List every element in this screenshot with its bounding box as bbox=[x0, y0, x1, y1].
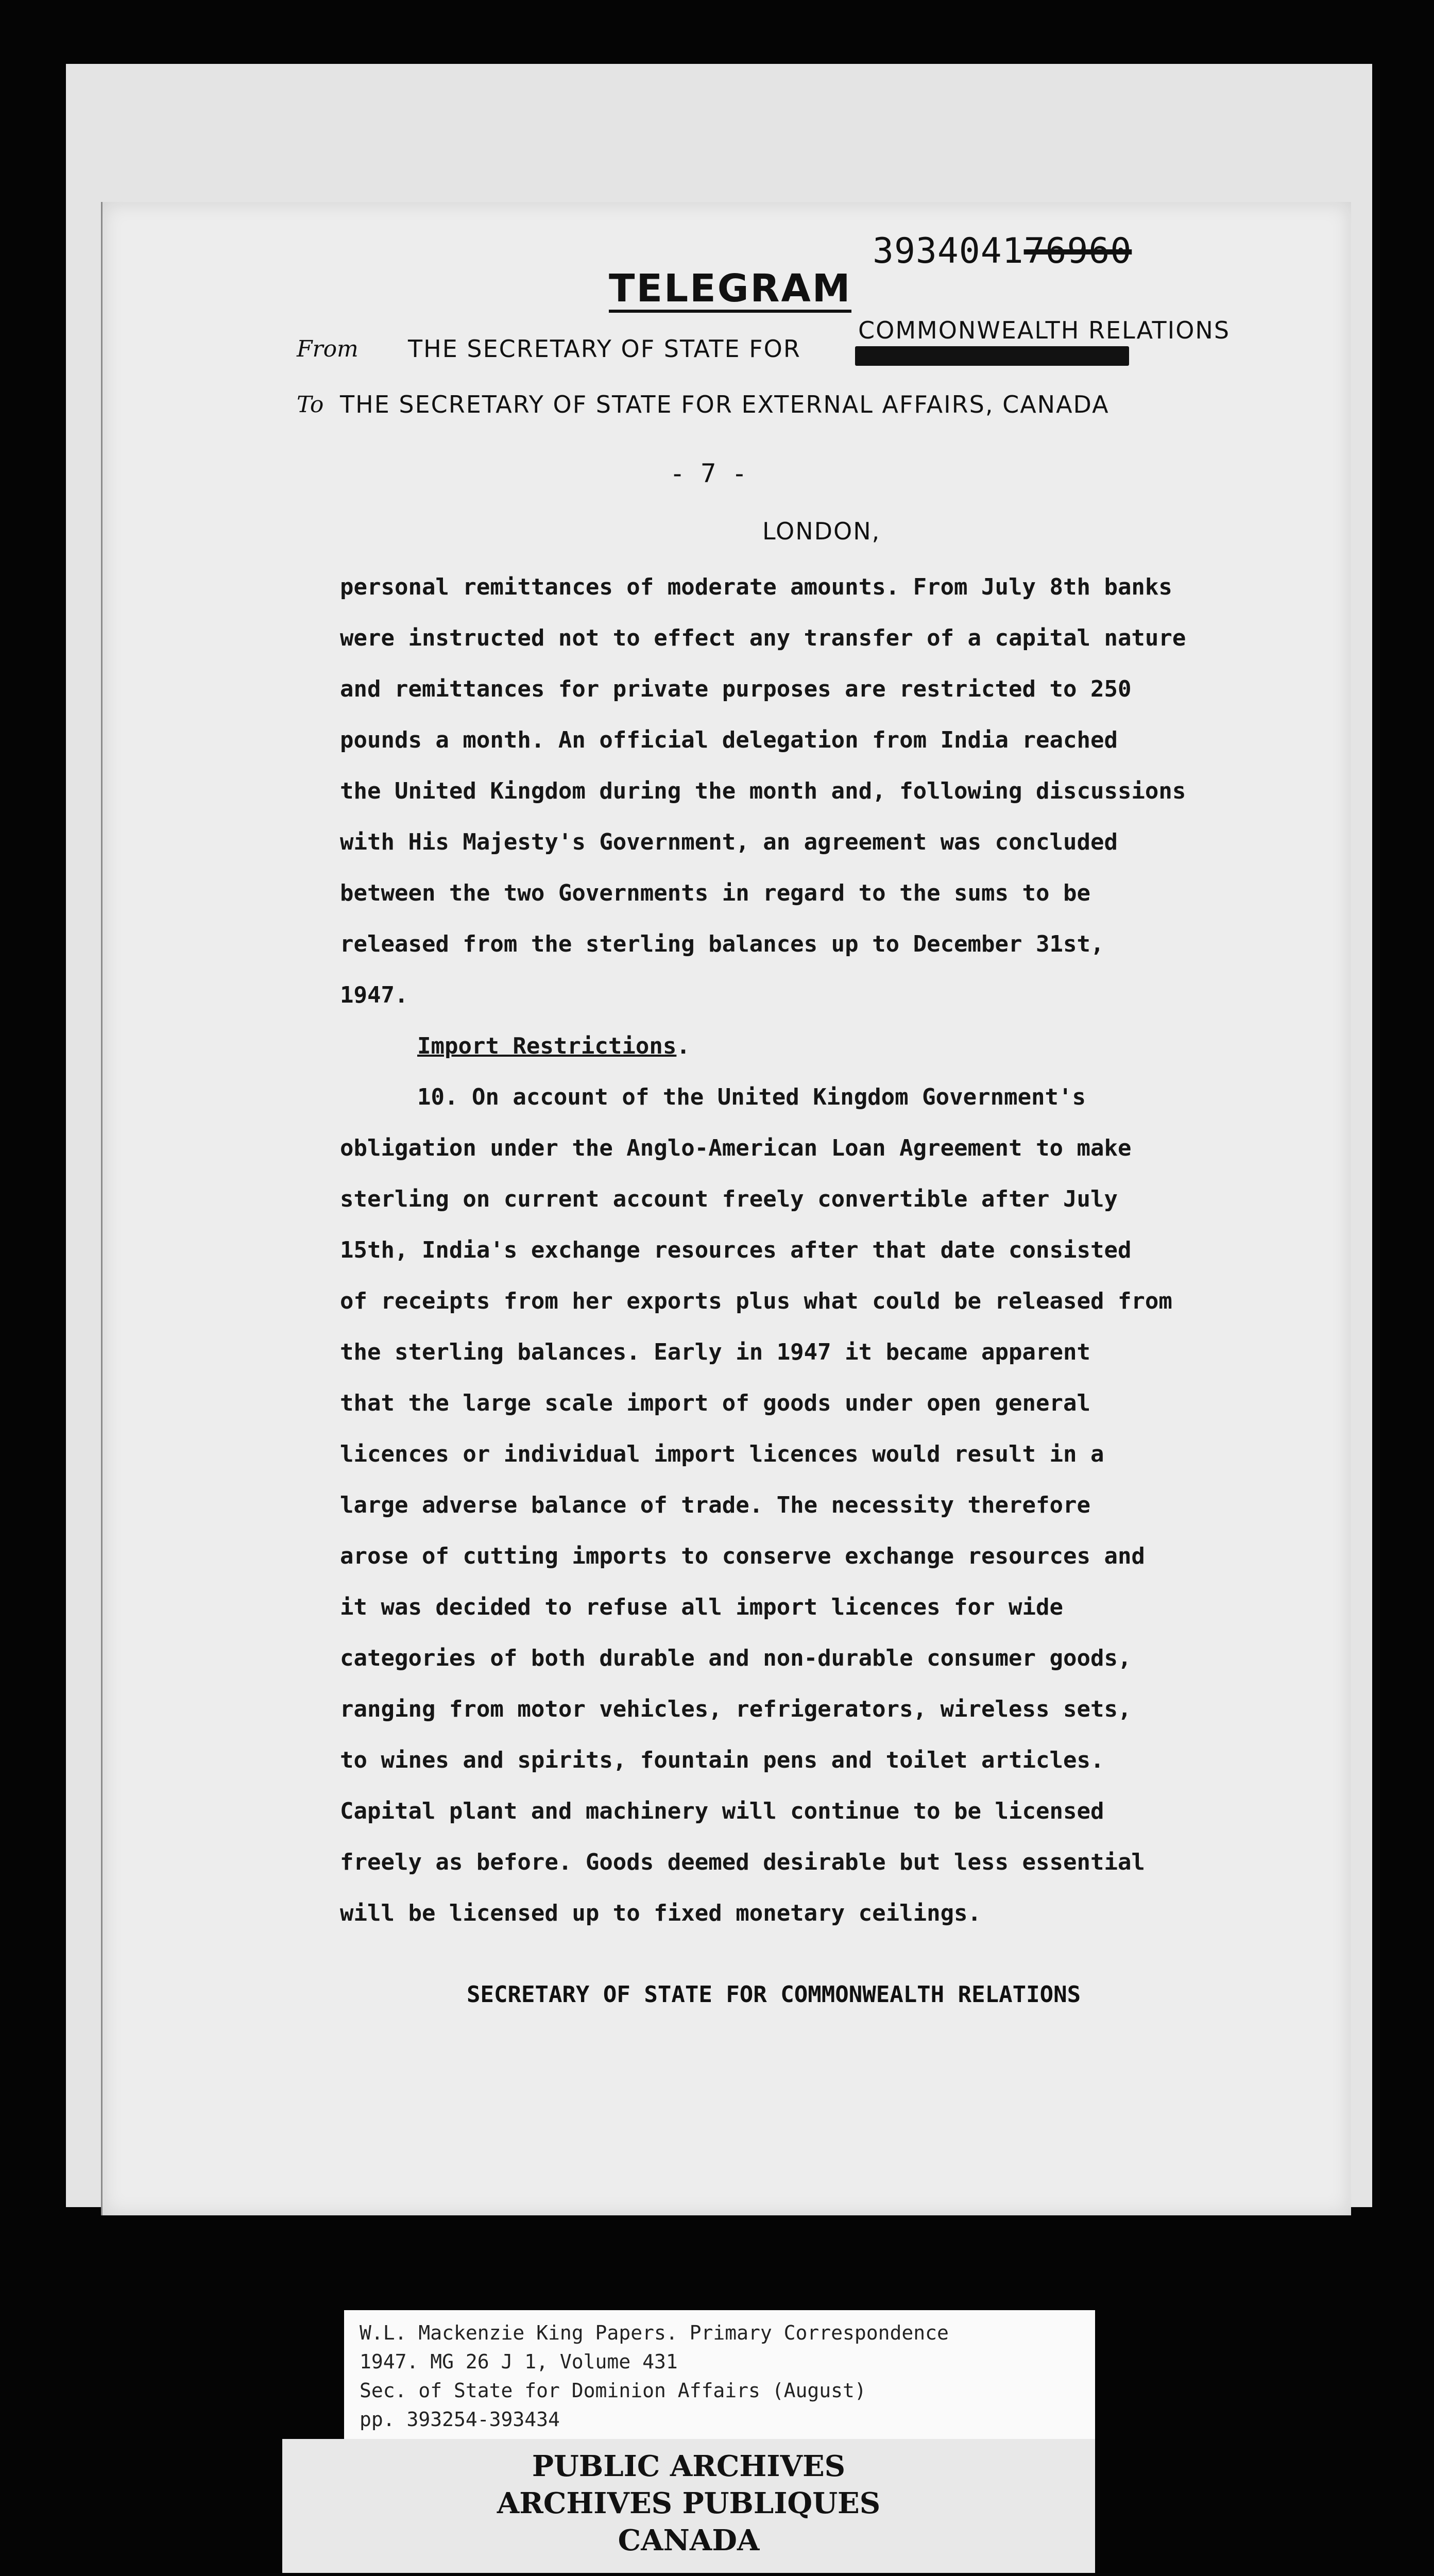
archives-stamp bbox=[282, 2439, 1095, 2573]
struck-out-text bbox=[855, 346, 1129, 366]
body-line: personal remittances of moderate amounts. From July 8th banks bbox=[340, 574, 1172, 600]
page-number: - 7 - bbox=[670, 459, 747, 488]
para10-line: will be licensed up to fixed monetary ceilings. bbox=[340, 1900, 982, 1926]
body-line: 1947. bbox=[340, 982, 408, 1008]
para10-line: of receipts from her exports plus what could be released from bbox=[340, 1288, 1172, 1314]
body-line: the United Kingdom during the month and, following discussions bbox=[340, 778, 1186, 804]
citation-line: Sec. of State for Dominion Affairs (August) bbox=[360, 2379, 866, 2402]
para10-line: 15th, India's exchange resources after that date consisted bbox=[340, 1237, 1132, 1263]
para10-line: obligation under the Anglo-American Loan Agreement to make bbox=[340, 1135, 1132, 1161]
para10-line: freely as before. Goods deemed desirable but less essential bbox=[340, 1849, 1145, 1875]
archive-citation bbox=[344, 2310, 1095, 2444]
section-heading-tail: . bbox=[676, 1033, 690, 1059]
telegram-body bbox=[340, 562, 1339, 1939]
para10-line: arose of cutting imports to conserve exchange resources and bbox=[340, 1543, 1145, 1569]
para10-line: large adverse balance of trade. The necessity therefore bbox=[340, 1492, 1090, 1518]
body-line: pounds a month. An official delegation from India reached bbox=[340, 727, 1118, 753]
para10-line: 10. On account of the United Kingdom Government's bbox=[417, 1084, 1086, 1110]
para10-line: the sterling balances. Early in 1947 it became apparent bbox=[340, 1339, 1090, 1365]
citation-line: pp. 393254-393434 bbox=[360, 2408, 560, 2431]
body-line: and remittances for private purposes are restricted to 250 bbox=[340, 676, 1132, 702]
to-label: To bbox=[297, 392, 324, 418]
stamp-line: ARCHIVES PUBLIQUES bbox=[497, 2486, 881, 2520]
from-correction: COMMONWEALTH RELATIONS bbox=[858, 316, 1231, 344]
para10-line: ranging from motor vehicles, refrigerators, wireless sets, bbox=[340, 1696, 1132, 1722]
para10-line: categories of both durable and non-durable consumer goods, bbox=[340, 1645, 1132, 1671]
citation-line: W.L. Mackenzie King Papers. Primary Correspondence bbox=[360, 2321, 949, 2344]
body-line: released from the sterling balances up to December 31st, bbox=[340, 931, 1104, 957]
body-line: between the two Governments in regard to the sums to be bbox=[340, 880, 1090, 906]
stamp-line: PUBLIC ARCHIVES bbox=[532, 2449, 846, 2483]
from-text: THE SECRETARY OF STATE FOR bbox=[408, 335, 801, 363]
body-line: were instructed not to effect any transfer of a capital nature bbox=[340, 625, 1186, 651]
para10-line: it was decided to refuse all import licences for wide bbox=[340, 1594, 1063, 1620]
stamp-line: CANADA bbox=[618, 2523, 760, 2557]
to-text: THE SECRETARY OF STATE FOR EXTERNAL AFFAIRS, CANADA bbox=[340, 391, 1109, 418]
section-heading-text: Import Restrictions bbox=[417, 1033, 677, 1059]
para10-line: Capital plant and machinery will continue to be licensed bbox=[340, 1798, 1104, 1824]
para10-line: sterling on current account freely convertible after July bbox=[340, 1186, 1118, 1212]
body-line: with His Majesty's Government, an agreement was concluded bbox=[340, 829, 1118, 855]
document-number-value: 3934041 bbox=[873, 231, 1024, 272]
signoff: SECRETARY OF STATE FOR COMMONWEALTH RELATIONS bbox=[467, 1981, 1081, 2008]
document-number bbox=[873, 231, 1132, 272]
section-heading bbox=[340, 1021, 1339, 1072]
document-number-struck: 76960 bbox=[1023, 231, 1132, 272]
place-line: LONDON, bbox=[762, 517, 881, 545]
para10-line: that the large scale import of goods under open general bbox=[340, 1390, 1090, 1416]
citation-line: 1947. MG 26 J 1, Volume 431 bbox=[360, 2350, 678, 2373]
para10-line: to wines and spirits, fountain pens and toilet articles. bbox=[340, 1747, 1104, 1773]
from-label: From bbox=[297, 336, 358, 362]
para10-line: licences or individual import licences would result in a bbox=[340, 1441, 1104, 1467]
telegram-title: TELEGRAM bbox=[609, 268, 851, 313]
